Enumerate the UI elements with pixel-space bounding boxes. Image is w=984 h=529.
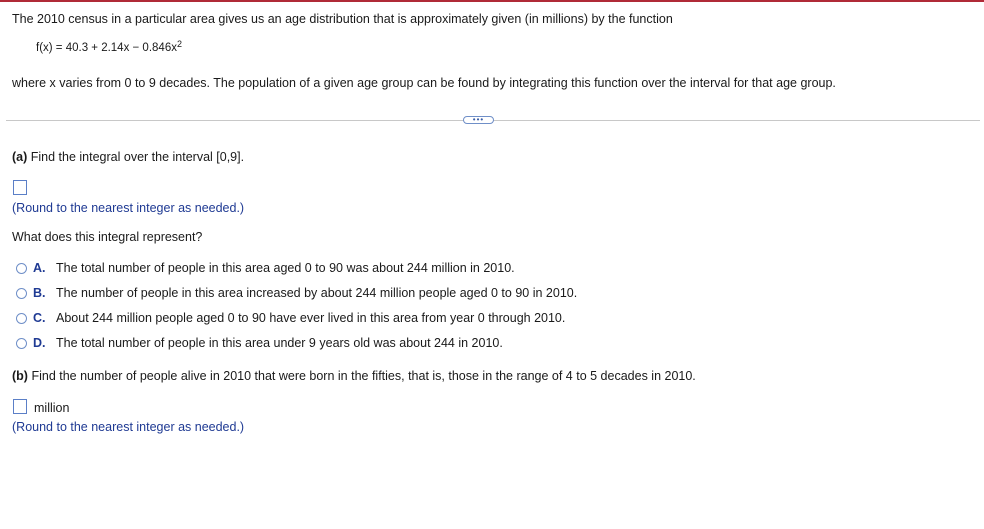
- option-d-letter: D.: [33, 336, 46, 350]
- option-d-radio[interactable]: [16, 338, 27, 349]
- function-base: f(x) = 40.3 + 2.14x − 0.846x: [36, 42, 177, 54]
- option-b-letter: B.: [33, 286, 46, 300]
- part-a-answer-input[interactable]: [13, 180, 27, 195]
- function-formula: [36, 39, 182, 54]
- part-b-hint: (Round to the nearest integer as needed.): [12, 420, 245, 434]
- top-accent-bar: [0, 0, 984, 2]
- option-d-text[interactable]: The total number of people in this area under 9 years old was about 244 in 2010.: [56, 336, 503, 350]
- option-a-text[interactable]: The total number of people in this area aged 0 to 90 was about 244 million in 2010.: [56, 261, 515, 275]
- option-a-radio[interactable]: [16, 263, 27, 274]
- part-a-followup: What does this integral represent?: [12, 230, 203, 244]
- function-exponent: 2: [176, 39, 182, 49]
- option-c-letter: C.: [33, 311, 46, 325]
- problem-intro: The 2010 census in a particular area gives us an age distribution that is approximately given (in millions) by the function: [12, 12, 673, 26]
- option-a-letter: A.: [33, 261, 46, 275]
- part-a-question: [12, 150, 244, 164]
- part-a-question-text: Find the integral over the interval [0,9].: [30, 150, 245, 164]
- option-b-text[interactable]: The number of people in this area increased by about 244 million people aged 0 to 90 in 2010.: [56, 286, 578, 300]
- part-b-question: [12, 369, 696, 383]
- more-button[interactable]: •••: [463, 116, 494, 124]
- part-a-hint: (Round to the nearest integer as needed.): [12, 201, 245, 215]
- part-b-label: (b): [12, 369, 28, 383]
- part-b-unit: million: [34, 401, 70, 415]
- option-b-radio[interactable]: [16, 288, 27, 299]
- domain-text: where x varies from 0 to 9 decades. The population of a given age group can be found by integrating this function over the interval for that age group.: [12, 76, 836, 90]
- option-c-radio[interactable]: [16, 313, 27, 324]
- part-b-answer-input[interactable]: [13, 399, 27, 414]
- option-c-text[interactable]: About 244 million people aged 0 to 90 have ever lived in this area from year 0 through 2010.: [56, 311, 566, 325]
- part-b-question-text: Find the number of people alive in 2010 that were born in the fifties, that is, those in the range of 4 to 5 decades in 2010.: [31, 369, 696, 383]
- part-a-label: (a): [12, 150, 28, 164]
